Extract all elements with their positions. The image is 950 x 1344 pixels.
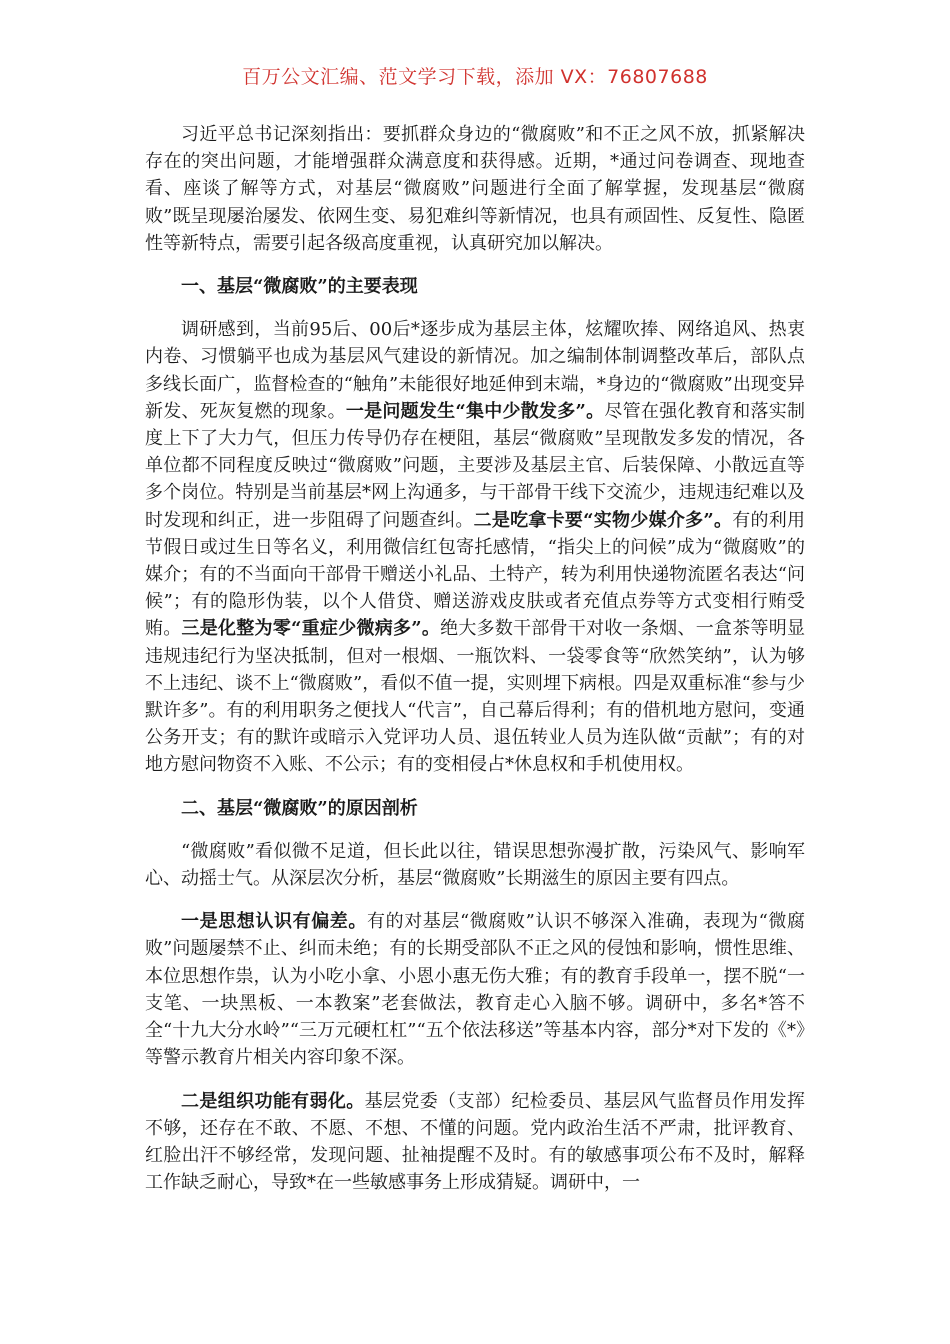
paragraph-text: 尽管在强化教育和落实制度上下了大力气，但压力传导仍存在梗阻，基层“微腐败”呈现散发多发的情况，各单位都不同程度反映过“微腐败”问题，主要涉及基层主官、后装保障、小散远直等多个岗位。特别是当前基层*网上沟通多，与干部骨干线下交流少，违规违纪难以及时发现和纠正，进一步阻碍了问题查纠。 [145, 400, 805, 531]
point-two-bold: 二是吃拿卡要“实物少媒介多”。 [473, 509, 733, 531]
section2-point-two [145, 1088, 805, 1197]
paragraph-text: 有的利用节假日或过生日等名义，利用微信红包寄托感情，“指尖上的问候”成为“微腐败”的媒介；有的不当面向干部骨干赠送小礼品、土特产，转为利用快递物流匿名表达“问候”；有的隐形伪装，以个人借贷、赠送游戏皮肤或者充值点券等方式变相行贿受贿。 [145, 509, 805, 640]
paragraph-text: 有的对基层“微腐败”认识不够深入准确，表现为“微腐败”问题屡禁不止、纠而未绝；有的长期受部队不正之风的侵蚀和影响，惯性思维、本位思想作祟，认为小吃小拿、小恩小惠无伤大雅；有的教育手段单一，摆不脱“一支笔、一块黑板、一本教案”老套做法，教育走心入脑不够。调研中，多名*答不全“十九大分水岭”“三万元硬杠杠”“五个依法移送”等基本内容，部分*对下发的《*》等警示教育片相关内容印象不深。 [145, 911, 805, 1069]
point-title-bold: 一是思想认识有偏差。 [181, 911, 367, 933]
section1-heading: 一、基层“微腐败”的主要表现 [181, 276, 418, 298]
paragraph-text: 基层党委（支部）纪检委员、基层风气监督员作用发挥不够，还存在不敢、不愿、不想、不懂的问题。党内政治生活不严肃，批评教育、红脸出汗不够经常，发现问题、扯袖提醒不及时。有的敏感事项公布不及时，解释工作缺乏耐心，导致*在一些敏感事务上形成猜疑。调研中，一 [145, 1090, 806, 1194]
section2-point-one [145, 908, 805, 1071]
intro-paragraph: 习近平总书记深刻指出：要抓群众身边的“微腐败”和不正之风不放，抓紧解决存在的突出问题，才能增强群众满意度和获得感。近期，*通过问卷调查、现地查看、座谈了解等方式，对基层“微腐败”问题进行全面了解掌握，发现基层“微腐败”既呈现屡治屡发、依网生变、易犯难纠等新情况，也具有顽固性、反复性、隐匿性等新特点，需要引起各级高度重视，认真研究加以解决。 [145, 124, 805, 254]
point-one-bold: 一是问题发生“集中少散发多”。 [345, 400, 605, 422]
point-title-bold: 二是组织功能有弱化。 [181, 1090, 365, 1112]
point-three-bold: 三是化整为零“重症少微病多”。 [181, 618, 441, 640]
paragraph-text: 调研感到，当前95后、00后*逐步成为基层主体，炫耀吹捧、网络追风、热衷内卷、习惯躺平也成为基层风气建设的新情况。加之编制体制调整改革后，部队点多线长面广，监督检查的“触角”未能很好地延伸到末端，*身边的“微腐败”出现变异新发、死灰复燃的现象。 [145, 319, 805, 422]
paragraph-text: 绝大多数干部骨干对收一条烟、一盒茶等明显违规违纪行为坚决抵制，但对一根烟、一瓶饮料、一袋零食等“欣然笑纳”，认为够不上违纪、谈不上“微腐败”，看似不值一提，实则埋下病根。四是双重标准“参与少默许多”。有的利用职务之便找人“代言”，自己幕后得利；有的借机地方慰问，变通公务开支；有的默许或暗示入党评功人员、退伍转业人员为连队做“贡献”；有的对地方慰问物资不入账、不公示；有的变相侵占*休息权和手机使用权。 [145, 618, 805, 776]
section2-intro-paragraph: “微腐败”看似微不足道，但长此以往，错误思想弥漫扩散，污染风气、影响军心、动摇士气。从深层次分析，基层“微腐败”长期滋生的原因主要有四点。 [145, 840, 805, 890]
section1-paragraph [145, 316, 805, 778]
section2-heading: 二、基层“微腐败”的原因剖析 [181, 797, 418, 819]
watermark-banner: 百万公文汇编、范文学习下载，添加 VX：76807688 [242, 66, 708, 88]
document-body [145, 121, 805, 1212]
